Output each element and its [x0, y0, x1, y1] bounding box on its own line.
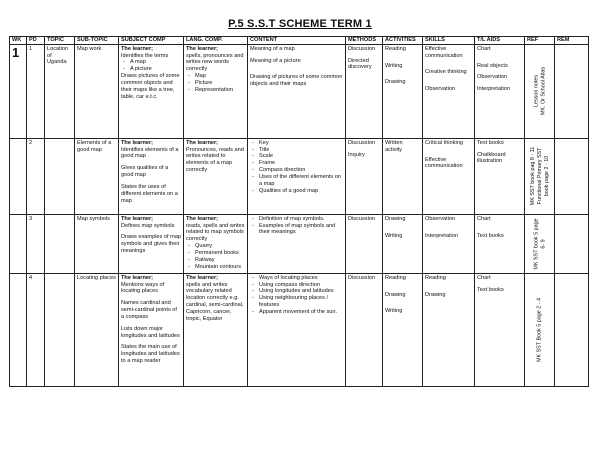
- ref-line: MK SST book pag 8 - 11: [529, 147, 536, 206]
- method-item: Discussion: [348, 274, 376, 281]
- tl-aids-cell: [475, 214, 525, 273]
- header-ref: REF: [525, 37, 555, 45]
- activity-item: Writing: [385, 232, 403, 239]
- week-number: 1: [12, 44, 20, 60]
- list-item: - Railway: [195, 257, 245, 264]
- method-item: Discussion: [348, 139, 376, 146]
- method-item: Discussion: [348, 215, 376, 222]
- ref-cell: [525, 44, 555, 138]
- activity-item: Drawing: [385, 215, 406, 222]
- competence-line: Identifies the terms: [121, 52, 169, 59]
- period-cell: 1: [27, 44, 45, 138]
- activities-cell: [383, 273, 423, 386]
- skill-item: Effective communication: [425, 45, 463, 59]
- activity-item: Reading: [385, 274, 406, 281]
- list-item: - Permanent books: [195, 250, 245, 257]
- ref-line: Functional Primary SST: [536, 147, 543, 205]
- competence-lead: The learner;: [186, 215, 219, 222]
- lang-comp-cell: [184, 138, 248, 214]
- list-item: - Compass direction: [259, 167, 343, 174]
- header-skills: SKILLS: [423, 37, 475, 45]
- competence-lead: The learner;: [186, 45, 219, 52]
- ref-line: book page 2 - 10: [542, 156, 549, 197]
- table-row: [10, 214, 589, 273]
- aid-item: Chart: [477, 45, 491, 52]
- activity-item: Reading: [385, 45, 406, 52]
- methods-cell: [346, 273, 383, 386]
- table-row: [10, 273, 589, 386]
- rem-cell: [555, 138, 589, 214]
- competence-lead: The learner;: [186, 274, 219, 281]
- list-item: - Frame: [259, 160, 343, 167]
- competence-list: [186, 243, 245, 270]
- rem-cell: [555, 44, 589, 138]
- aid-item: Real objects: [477, 62, 508, 69]
- list-item: - Picture: [195, 80, 245, 87]
- aid-item: Text books: [477, 232, 504, 239]
- skill-item: Creative thinking: [425, 69, 467, 76]
- subject-comp-cell: [119, 214, 184, 273]
- period-cell: 4: [27, 273, 45, 386]
- list-item: - Map: [195, 73, 245, 80]
- list-item: - A map: [130, 59, 181, 66]
- scheme-table: [9, 36, 589, 387]
- header-subject-comp: SUBJECT COMP: [119, 37, 184, 45]
- list-item: - Title: [259, 147, 343, 154]
- list-item: - Representation: [195, 87, 245, 94]
- week-cell: [10, 44, 27, 138]
- methods-cell: [346, 44, 383, 138]
- competence-lead: The learner;: [121, 139, 154, 146]
- table-row: [10, 138, 589, 214]
- aid-item: Chalkboard illustration: [477, 151, 506, 165]
- competence-line: spells, pronounces and writes new words correctly: [186, 52, 244, 73]
- content-line: Drawing of pictures of some common objects and their maps: [250, 74, 343, 88]
- list-item: - Apparent movement of the sun.: [259, 309, 343, 316]
- list-item: - Using compass direction: [259, 282, 343, 289]
- week-cell: [10, 214, 27, 273]
- ref-line: 6- 9: [539, 239, 546, 249]
- list-item: - Examples of map symbols and their meanings: [259, 223, 343, 237]
- content-cell: [248, 273, 346, 386]
- header-rem: REM: [555, 37, 589, 45]
- list-item: - Key: [259, 140, 343, 147]
- competence-lead: The learner;: [121, 45, 154, 52]
- header-topic: TOPIC: [45, 37, 75, 45]
- topic-cell: Location of Uganda: [45, 44, 75, 138]
- list-item: - Scale: [259, 153, 343, 160]
- content-list: [250, 275, 343, 316]
- list-item: - A picture: [130, 66, 181, 73]
- header-pd: PD: [27, 37, 45, 45]
- methods-cell: [346, 214, 383, 273]
- list-item: - Ways of locating places: [259, 275, 343, 282]
- header-lang-comp: LANG. COMP.: [184, 37, 248, 45]
- content-list: [250, 216, 343, 236]
- header-row: [10, 37, 589, 45]
- competence-line: spells and writes vocabulary related location correctly e.g. cardinal, semi-cardinal, Capricorn, cancer, tropic, Equator: [186, 281, 244, 322]
- competence-line: Names cardinal and semi-cardinal points of a compass: [121, 300, 177, 320]
- skill-item: Reading: [425, 274, 446, 281]
- competence-lead: The learner;: [186, 139, 219, 146]
- header-tl-aids: T/L AIDS: [475, 37, 525, 45]
- aid-item: Text books: [477, 286, 504, 293]
- table-row: [10, 44, 589, 138]
- header-subtopic: SUB-TOPIC: [75, 37, 119, 45]
- competence-list: [186, 73, 245, 93]
- list-item: - Using longitudes and latitudes: [259, 288, 343, 295]
- period-cell: 3: [27, 214, 45, 273]
- tl-aids-cell: [475, 273, 525, 386]
- list-item: - Qualities of a good map: [259, 188, 343, 195]
- week-cell: [10, 273, 27, 386]
- aid-item: Observation: [477, 74, 508, 81]
- subtopic-cell: Locating places: [75, 273, 119, 386]
- rem-cell: [555, 214, 589, 273]
- content-list: [250, 140, 343, 195]
- ref-line: Lesson notes: [532, 75, 539, 108]
- tl-aids-cell: [475, 44, 525, 138]
- aid-item: Chart: [477, 274, 491, 281]
- list-item: - Definition of map symbols.: [259, 216, 343, 223]
- content-cell: [248, 44, 346, 138]
- lang-comp-cell: [184, 273, 248, 386]
- competence-line: States the uses of different elements on a map: [121, 183, 178, 204]
- competence-line: Lists down major longitudes and latitudes: [121, 325, 180, 339]
- skill-item: Interpretation: [425, 232, 458, 239]
- ref-line: MK SST book 5 page: [532, 218, 539, 270]
- methods-cell: [346, 138, 383, 214]
- skill-item: Observation: [425, 215, 456, 222]
- activity-item: Drawing: [385, 291, 406, 298]
- aid-item: Interpretation: [477, 86, 510, 93]
- activity-item: Written activity: [385, 139, 403, 153]
- ref-line: MK SST Book 5 page 2 - 4: [536, 297, 543, 362]
- activities-cell: [383, 44, 423, 138]
- method-item: Directed discovery: [348, 57, 372, 71]
- skills-cell: [423, 273, 475, 386]
- list-item: - Mountain contours: [195, 264, 245, 271]
- content-cell: [248, 138, 346, 214]
- content-line: Meaning of a picture: [250, 57, 301, 64]
- aid-item: Text books: [477, 139, 504, 146]
- lang-comp-cell: [184, 214, 248, 273]
- competence-line: Draws pictures of some common objects and their maps like a tree, table, car e.t.c.: [121, 73, 180, 100]
- subject-comp-cell: [119, 138, 184, 214]
- header-methods: METHODS: [346, 37, 383, 45]
- header-activities: ACTIVITIES: [383, 37, 423, 45]
- skills-cell: [423, 214, 475, 273]
- list-item: - Quarry: [195, 243, 245, 250]
- week-cell: [10, 138, 27, 214]
- ref-cell: [525, 214, 555, 273]
- list-item: - Uses of the different elements on a map: [259, 174, 343, 188]
- competence-line: reads, spells and writes related to map symbols correctly: [186, 222, 245, 243]
- ref-cell: [525, 273, 555, 386]
- competence-line: Identifies elements of a good map: [121, 146, 179, 160]
- activities-cell: [383, 138, 423, 214]
- method-item: Inquiry: [348, 151, 365, 158]
- subtopic-cell: Map work: [75, 44, 119, 138]
- header-wk: WK: [10, 37, 27, 45]
- activities-cell: [383, 214, 423, 273]
- subtopic-cell: Map symbols: [75, 214, 119, 273]
- content-line: Meaning of a map: [250, 45, 295, 52]
- competence-line: Pronounces, reads and writes related to elements of a map correctly: [186, 146, 244, 174]
- competence-lead: The learner;: [121, 274, 154, 281]
- competence-list: [121, 59, 181, 73]
- lang-comp-cell: [184, 44, 248, 138]
- rem-cell: [555, 273, 589, 386]
- skill-item: Drawing: [425, 291, 446, 298]
- competence-line: Draws examples of map symbols and gives their meanings: [121, 234, 181, 255]
- content-cell: [248, 214, 346, 273]
- skills-cell: [423, 44, 475, 138]
- activity-item: Writing: [385, 62, 403, 69]
- period-cell: 2: [27, 138, 45, 214]
- competence-line: Gives qualities of a good map: [121, 165, 169, 179]
- subtopic-cell: Elements of a good map: [75, 138, 119, 214]
- method-item: Discussion: [348, 45, 376, 52]
- competence-line: States the main use of longitudes and latitudes to a map reader: [121, 344, 180, 364]
- ref-line: MK. Or School Atlas: [539, 67, 546, 116]
- topic-cell: [45, 273, 75, 386]
- skill-item: Critical thinking: [425, 139, 463, 146]
- ref-cell: [525, 138, 555, 214]
- list-item: - Using neighbouring places / features: [259, 295, 343, 309]
- topic-cell: [45, 214, 75, 273]
- skill-item: Effective communication: [425, 156, 463, 170]
- activity-item: Writing: [385, 308, 403, 315]
- header-content: CONTENT: [248, 37, 346, 45]
- subject-comp-cell: [119, 44, 184, 138]
- subject-comp-cell: [119, 273, 184, 386]
- competence-lead: The learner;: [121, 215, 154, 222]
- tl-aids-cell: [475, 138, 525, 214]
- page-title: P.5 S.S.T SCHEME TERM 1: [228, 18, 372, 30]
- topic-cell: [45, 138, 75, 214]
- skills-cell: [423, 138, 475, 214]
- skill-item: Observation: [425, 86, 456, 93]
- activity-item: Drawing: [385, 79, 406, 86]
- competence-line: Mentions ways of locating places: [121, 281, 165, 295]
- competence-line: Defines map symbols: [121, 222, 175, 229]
- aid-item: Chart: [477, 215, 491, 222]
